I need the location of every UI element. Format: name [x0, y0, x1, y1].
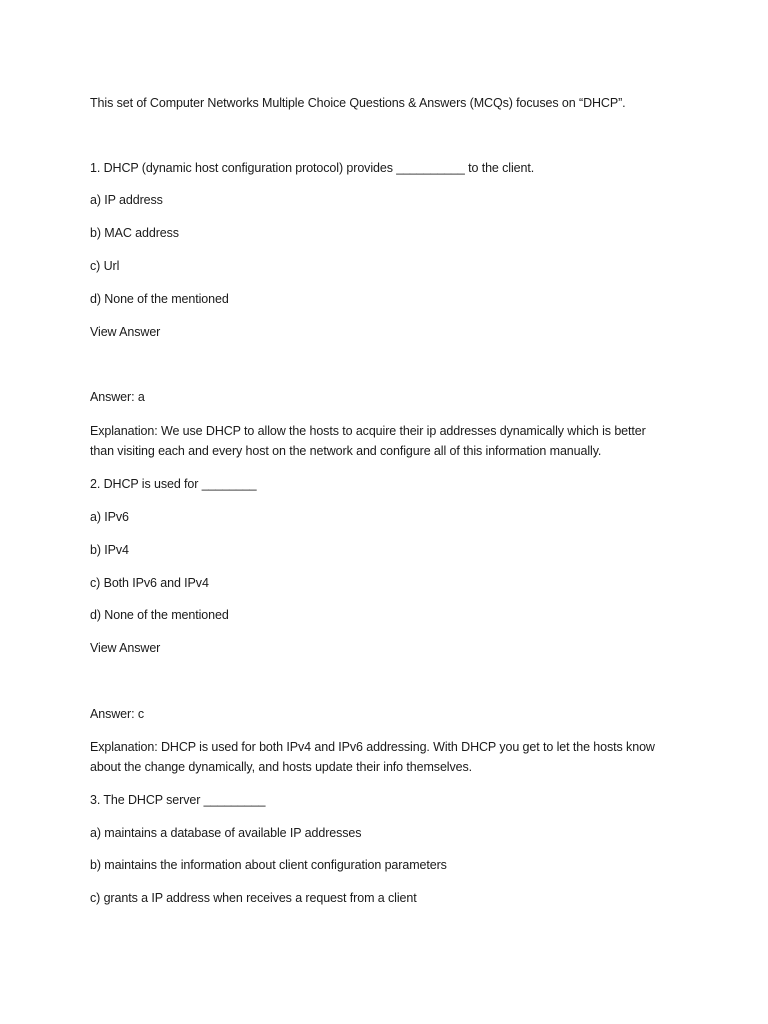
question-2-option-a: a) IPv6: [90, 510, 129, 524]
question-2-explanation-line-2: about the change dynamically, and hosts update their info themselves.: [90, 760, 472, 774]
question-2-explanation-line-1: Explanation: DHCP is used for both IPv4 and IPv6 addressing. With DHCP you get to let the hosts know: [90, 740, 655, 754]
question-1-explanation-line-2: than visiting each and every host on the network and configure all of this information manually.: [90, 444, 602, 458]
question-1-answer: Answer: a: [90, 390, 145, 404]
question-1-text: 1. DHCP (dynamic host configuration protocol) provides __________ to the client.: [90, 161, 535, 175]
question-2-option-c: c) Both IPv6 and IPv4: [90, 576, 209, 590]
question-3-option-c: c) grants a IP address when receives a request from a client: [90, 891, 417, 905]
question-1-option-c: c) Url: [90, 259, 120, 273]
question-3-text: 3. The DHCP server _________: [90, 793, 266, 807]
question-2-option-d: d) None of the mentioned: [90, 608, 229, 622]
question-2-view-answer-link[interactable]: View Answer: [90, 641, 161, 655]
question-3-option-b: b) maintains the information about client configuration parameters: [90, 858, 447, 872]
question-1-explanation-line-1: Explanation: We use DHCP to allow the hosts to acquire their ip addresses dynamically which is better: [90, 424, 646, 438]
question-1-option-a: a) IP address: [90, 193, 163, 207]
question-3-option-a: a) maintains a database of available IP addresses: [90, 826, 362, 840]
question-1-view-answer-link[interactable]: View Answer: [90, 325, 161, 339]
question-2-answer: Answer: c: [90, 707, 144, 721]
question-2-text: 2. DHCP is used for ________: [90, 477, 257, 491]
intro-text: This set of Computer Networks Multiple Choice Questions & Answers (MCQs) focuses on “DHCP”.: [90, 96, 626, 110]
question-1-option-d: d) None of the mentioned: [90, 292, 229, 306]
question-2-option-b: b) IPv4: [90, 543, 129, 557]
question-1-option-b: b) MAC address: [90, 226, 179, 240]
